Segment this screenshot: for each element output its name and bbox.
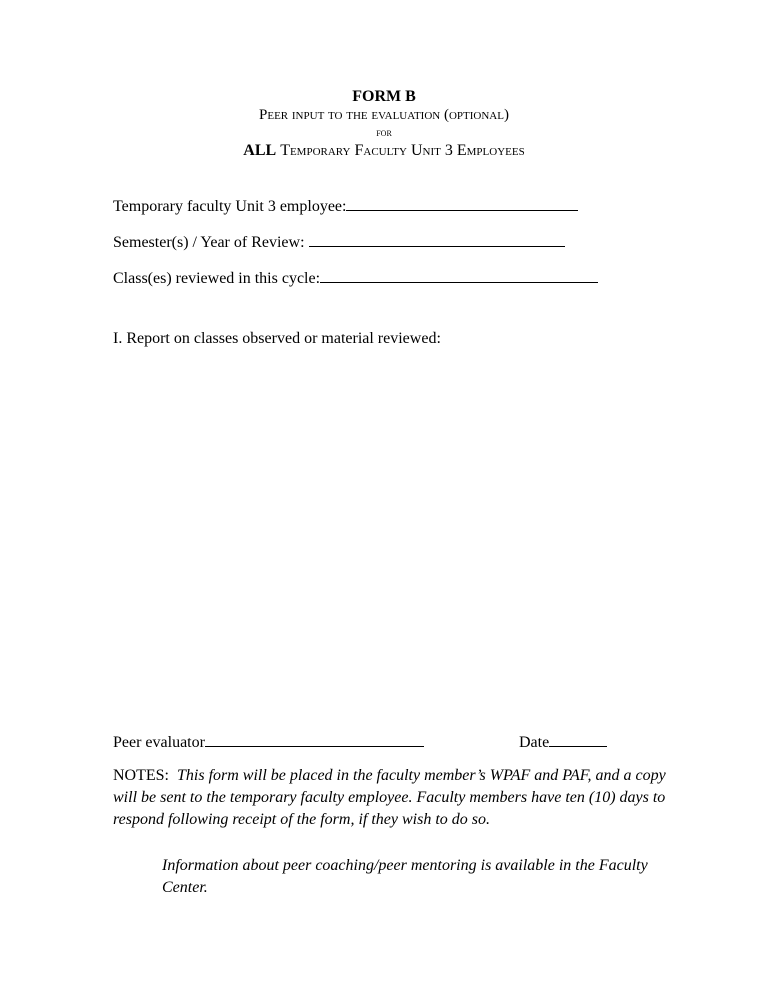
employee-label: Temporary faculty Unit 3 employee: [113, 198, 347, 215]
audience-rest: Temporary Faculty Unit 3 Employees [280, 142, 525, 159]
notes [113, 765, 666, 831]
form-subtitle: Peer input to the evaluation (optional) [259, 107, 509, 123]
date-blank[interactable] [549, 732, 607, 747]
info-line-2: Center. [162, 879, 208, 896]
notes-line-1: This form will be placed in the faculty member’s WPAF and PAF, and a copy [177, 767, 666, 784]
form-for: for [376, 127, 392, 139]
evaluator-field [113, 732, 424, 752]
info-note [162, 855, 648, 899]
date-label: Date [519, 734, 550, 751]
evaluator-label: Peer evaluator [113, 734, 205, 751]
notes-line-2: will be sent to the temporary faculty employee. Faculty members have ten (10) days to [113, 789, 666, 806]
form-audience [0, 142, 768, 160]
evaluator-blank[interactable] [205, 732, 424, 747]
form-title: FORM B [352, 88, 416, 105]
semester-blank[interactable] [309, 232, 565, 247]
report-area[interactable] [113, 356, 653, 726]
semester-label: Semester(s) / Year of Review: [113, 234, 305, 251]
info-line-1: Information about peer coaching/peer mentoring is available in the Faculty [162, 857, 648, 874]
notes-label: NOTES: [113, 767, 169, 784]
classes-label: Class(es) reviewed in this cycle: [113, 270, 321, 287]
semester-field [113, 232, 565, 252]
report-heading: I. Report on classes observed or material reviewed: [113, 330, 441, 347]
notes-line-3: respond following receipt of the form, if they wish to do so. [113, 811, 491, 828]
classes-field [113, 268, 598, 288]
date-field [519, 732, 607, 752]
employee-blank[interactable] [346, 196, 578, 211]
employee-field [113, 196, 578, 216]
audience-bold: ALL [243, 142, 277, 159]
classes-blank[interactable] [320, 268, 598, 283]
